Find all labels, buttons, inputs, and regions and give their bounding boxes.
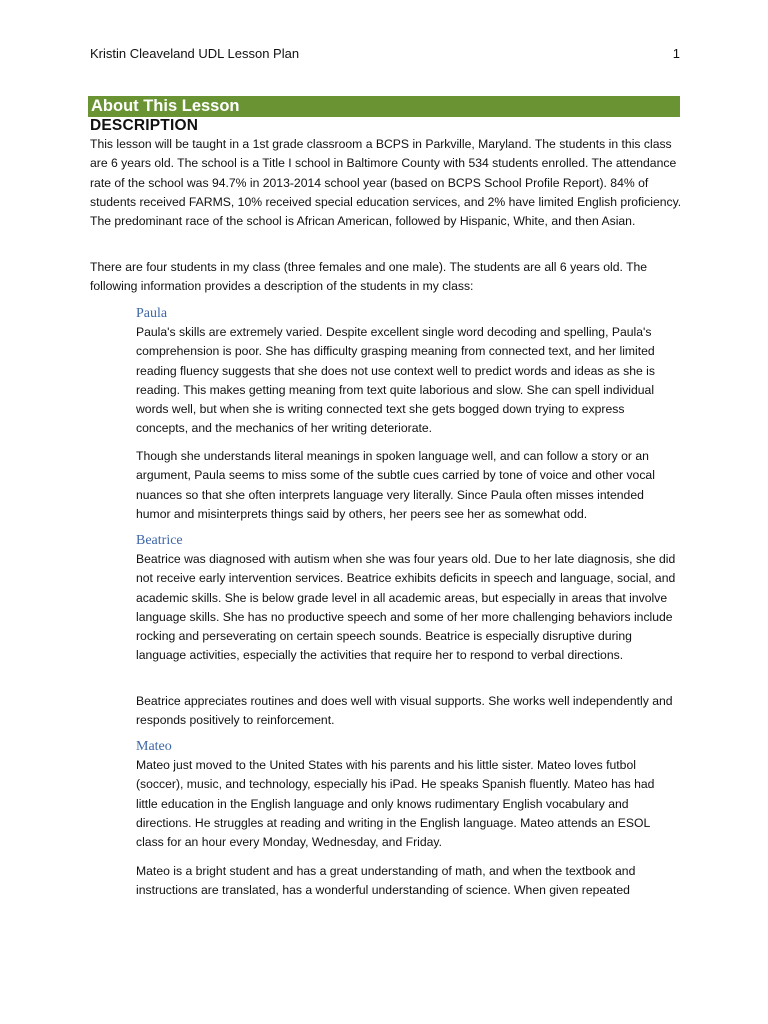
section-heading-band <box>88 96 680 117</box>
student-name-beatrice: Beatrice <box>136 533 183 548</box>
student-paragraph: Mateo is a bright student and has a great understanding of math, and when the textbook and instructions are translated, has a wonderful understanding of science. When given repeated <box>136 864 636 898</box>
student-paragraph: Beatrice was diagnosed with autism when she was four years old. Due to her late diagnosis, she did not receive early intervention services. Beatrice exhibits deficits in speech and language, social, and academic skills. She is below grade level in all academic areas, but especially in areas that involve language skills. She has no productive speech and some of her more challenging behaviors include rocking and perseverating on certain speech sounds. Beatrice is especially disruptive during language activities, especially the activities that require her to respond to verbal directions. <box>136 552 676 663</box>
document-title: Kristin Cleaveland UDL Lesson Plan <box>90 46 300 61</box>
section-title: About This Lesson <box>91 97 240 115</box>
description-subheading: DESCRIPTION <box>90 117 199 134</box>
student-paragraph: Beatrice appreciates routines and does well with visual supports. She works well independently and responds positively to reinforcement. <box>136 694 673 728</box>
intro-paragraph: There are four students in my class (three females and one male). The students are all 6 years old. The following information provides a description of the students in my class: <box>90 260 648 294</box>
student-paragraph: Though she understands literal meanings in spoken language well, and can follow a story or an argument, Paula seems to miss some of the subtle cues carried by tone of voice and other vocal nuances so that she often interprets language very literally. Since Paula often misses intended humor and misinterprets things said by others, her peers see her as somewhat odd. <box>136 449 655 521</box>
student-name-mateo: Mateo <box>136 739 172 754</box>
intro-paragraph: This lesson will be taught in a 1st grade classroom a BCPS in Parkville, Maryland. The students in this class are 6 years old. The school is a Title I school in Baltimore County with 534 students enrolled. The attendance rate of the school was 94.7% in 2013-2014 school year (based on BCPS School Profile Report). 84% of students received FARMS, 10% received special education services, and 2% have limited English proficiency. The predominant race of the school is African American, followed by Hispanic, White, and then Asian. <box>90 137 682 229</box>
page-number: 1 <box>672 46 680 61</box>
student-paragraph: Paula's skills are extremely varied. Despite excellent single word decoding and spelling, Paula's comprehension is poor. She has difficulty grasping meaning from connected text, and her limited reading fluency suggests that she does not use context well to predict words and ideas as she is reading. This makes getting meaning from text quite laborious and slow. She can spell individual words well, but when she is writing connected text she gets bogged down trying to express concepts, and the mechanics of her writing deteriorate. <box>136 325 655 436</box>
running-header <box>90 46 680 61</box>
student-paragraph: Mateo just moved to the United States with his parents and his little sister. Mateo loves futbol (soccer), music, and technology, especially his iPad. He speaks Spanish fluently. Mateo has had little education in the English language and only knows rudimentary English vocabulary and directions. He struggles at reading and writing in the English language. Mateo attends an ESOL class for an hour every Monday, Wednesday, and Friday. <box>136 758 655 850</box>
student-name-paula: Paula <box>136 306 168 321</box>
